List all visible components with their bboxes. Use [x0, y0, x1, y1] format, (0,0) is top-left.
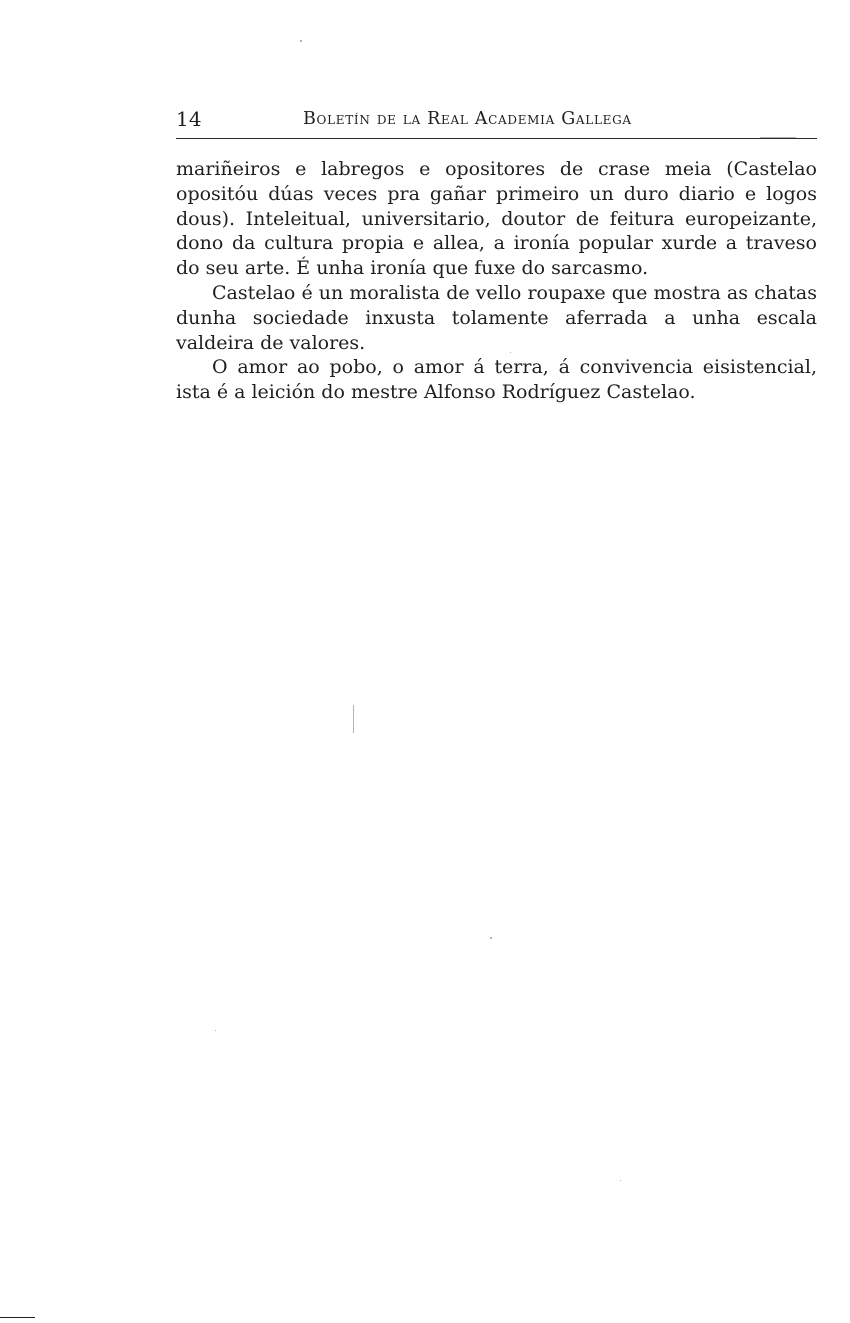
header-rule	[176, 138, 817, 139]
page-number: 14	[176, 107, 202, 131]
running-header	[176, 106, 817, 140]
paragraph-moralist: Castelao é un moralista de vello roupaxe que mostra as chatas dunha sociedade inxusta tolamente aferrada a unha escala valdeira de valores.	[176, 281, 817, 354]
scan-edge-mark	[0, 1317, 35, 1318]
paragraph-lesson: O amor ao pobo, o amor á terra, á convivencia eisistencial, ista é a leición do mestre Alfonso Rodríguez Castelao.	[176, 356, 817, 404]
paper-speck	[620, 1180, 621, 1181]
journal-title: Boletín de la Real Academia Gallega	[303, 109, 632, 129]
paper-speck	[510, 352, 511, 353]
paper-speck	[215, 1030, 216, 1031]
body-text	[176, 157, 817, 405]
paragraph-continuation: mariñeiros e labregos e opositores de crase meia (Castelao opositóu dúas veces pra gañar primeiro un duro diario e logos dous). Inteleitual, universitario, doutor de feitura europeizante, dono da cultura propia e allea, a ironía popular xurde a traveso do seu arte. É unha ironía que fuxe do sarcasmo.	[176, 158, 817, 280]
paper-speck	[300, 40, 302, 42]
paper-speck	[760, 137, 796, 138]
paper-speck	[490, 937, 492, 939]
paper-speck	[353, 705, 354, 733]
